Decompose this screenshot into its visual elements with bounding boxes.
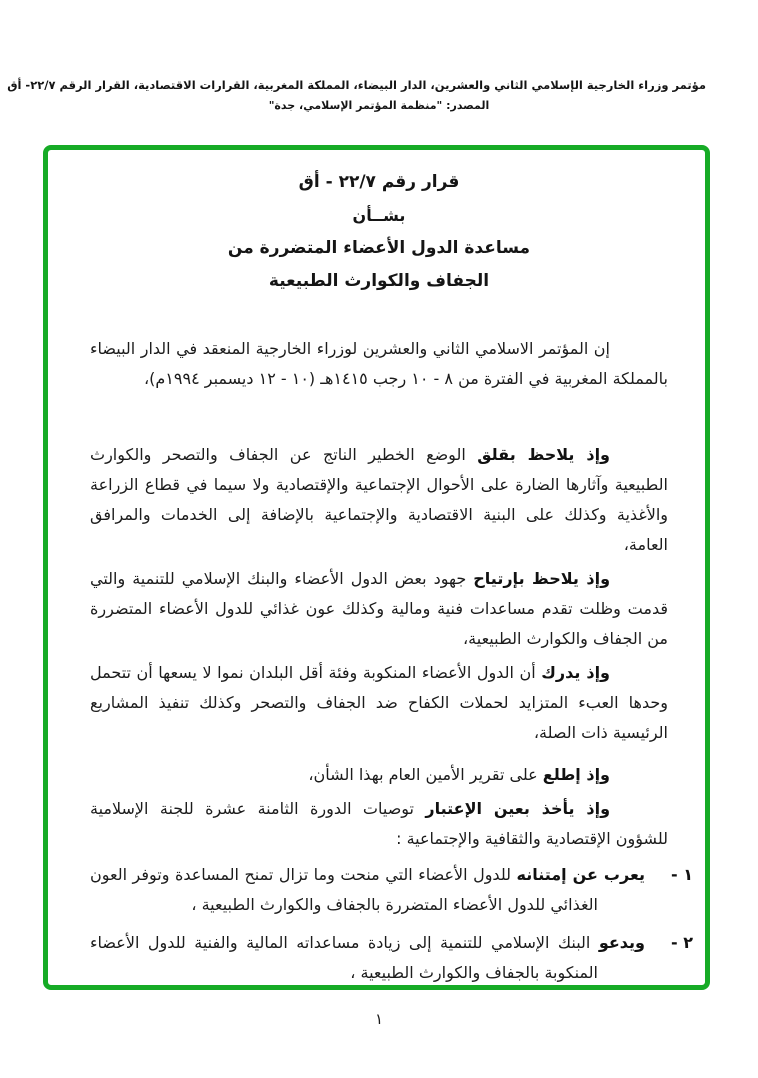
paragraph-taking-into-consideration — [90, 794, 668, 854]
operative-clauses — [90, 860, 693, 988]
list-item-2 — [90, 928, 693, 988]
paragraph-lead: وإذ يدرك — [541, 663, 611, 682]
paragraph-aware — [90, 658, 668, 748]
item-text — [90, 928, 645, 988]
page-number: ١ — [374, 1010, 384, 1028]
document-header — [7, 78, 706, 112]
item-lead: ويدعو — [598, 933, 645, 952]
header-source-line: المصدر: "منظمة المؤتمر الإسلامي، جدة" — [268, 99, 490, 112]
paragraph-lead: وإذ يلاحظ بقلق — [477, 445, 611, 464]
paragraph-text: جهود بعض الدول الأعضاء والبنك الإسلامي للتنمية والتي قدمت وظلت تقدم مساعدات فنية ومالية وكذلك عون غذائي للدول الأعضاء المتضررة من الجفاف والكوارث الطبيعية، — [90, 569, 668, 648]
resolution-subject-line1: مساعدة الدول الأعضاء المتضررة من — [227, 238, 531, 258]
resolution-box — [43, 145, 710, 990]
resolution-title — [90, 166, 668, 298]
paragraph-lead: وإذ يلاحظ بإرتياح — [473, 569, 611, 588]
paragraph-noting-with-satisfaction — [90, 564, 668, 654]
resolution-subject-line2: الجفاف والكوارث الطبيعية — [268, 271, 490, 291]
item-body: البنك الإسلامي للتنمية إلى زيادة مساعداته المالية والفنية للدول الأعضاء المنكوبة بالجفاف والكوارث الطبيعية ، — [90, 933, 599, 982]
item-body: للدول الأعضاء التي منحت وما تزال تمنح المساعدة وتوفر العون الغذائي للدول الأعضاء المتضررة بالجفاف والكوارث الطبيعية ، — [90, 865, 598, 914]
paragraph-text: إن المؤتمر الاسلامي الثاني والعشرين لوزراء الخارجية المنعقد في الدار البيضاء بالمملكة المغربية في الفترة من ٨ - ١٠ رجب ١٤١٥هـ (١٠ - ١٢ ديسمبر ١٩٩٤م)، — [90, 339, 668, 388]
list-item-1 — [90, 860, 693, 920]
paragraph-preamble — [90, 334, 668, 394]
paragraph-text: أن الدول الأعضاء المنكوبة وفئة أقل البلدان نموا لا يسعها أن تتحمل وحدها العبء المتزايد لحملات الكفاح ضد الجفاف والتصحر وكذلك تنفيذ المشاريع الرئيسية ذات الصلة، — [90, 663, 668, 742]
resolution-number: قرار رقم ٢٢/٧ - أق — [298, 172, 460, 192]
resolution-regarding: بشــأن — [352, 206, 406, 225]
paragraph-lead: وإذ يأخذ بعين الإعتبار — [425, 799, 611, 818]
paragraph-lead: وإذ إطلع — [542, 765, 610, 784]
item-number: ١ - — [671, 865, 693, 884]
item-lead: يعرب عن إمتنانه — [516, 865, 645, 884]
paragraph-text: توصيات الدورة الثامنة عشرة للجنة الإسلامية للشؤون الإقتصادية والثقافية والإجتماعية : — [90, 799, 668, 848]
item-number: ٢ - — [671, 933, 693, 952]
paragraph-having-noted — [90, 760, 668, 790]
paragraph-text: على تقرير الأمين العام بهذا الشأن، — [308, 765, 543, 784]
paragraph-noting-with-concern — [90, 440, 668, 560]
item-text — [90, 860, 645, 920]
paragraph-text: الوضع الخطير الناتج عن الجفاف والتصحر والكوارث الطبيعية وآثارها الضارة على الأحوال الإجتماعية والإقتصادية ولا سيما في قطاع الزراعة والأغذية وكذلك على البنية الاقتصادية والإجتماعية بالإضافة إلى الخدمات والمرافق العامة، — [90, 445, 668, 554]
header-citation-line: مؤتمر وزراء الخارجية الإسلامي الثاني والعشرين، الدار البيضاء، المملكة المغربية، القرارات الاقتصادية، القرار الرقم ٢٢/٧- أق — [7, 78, 706, 92]
